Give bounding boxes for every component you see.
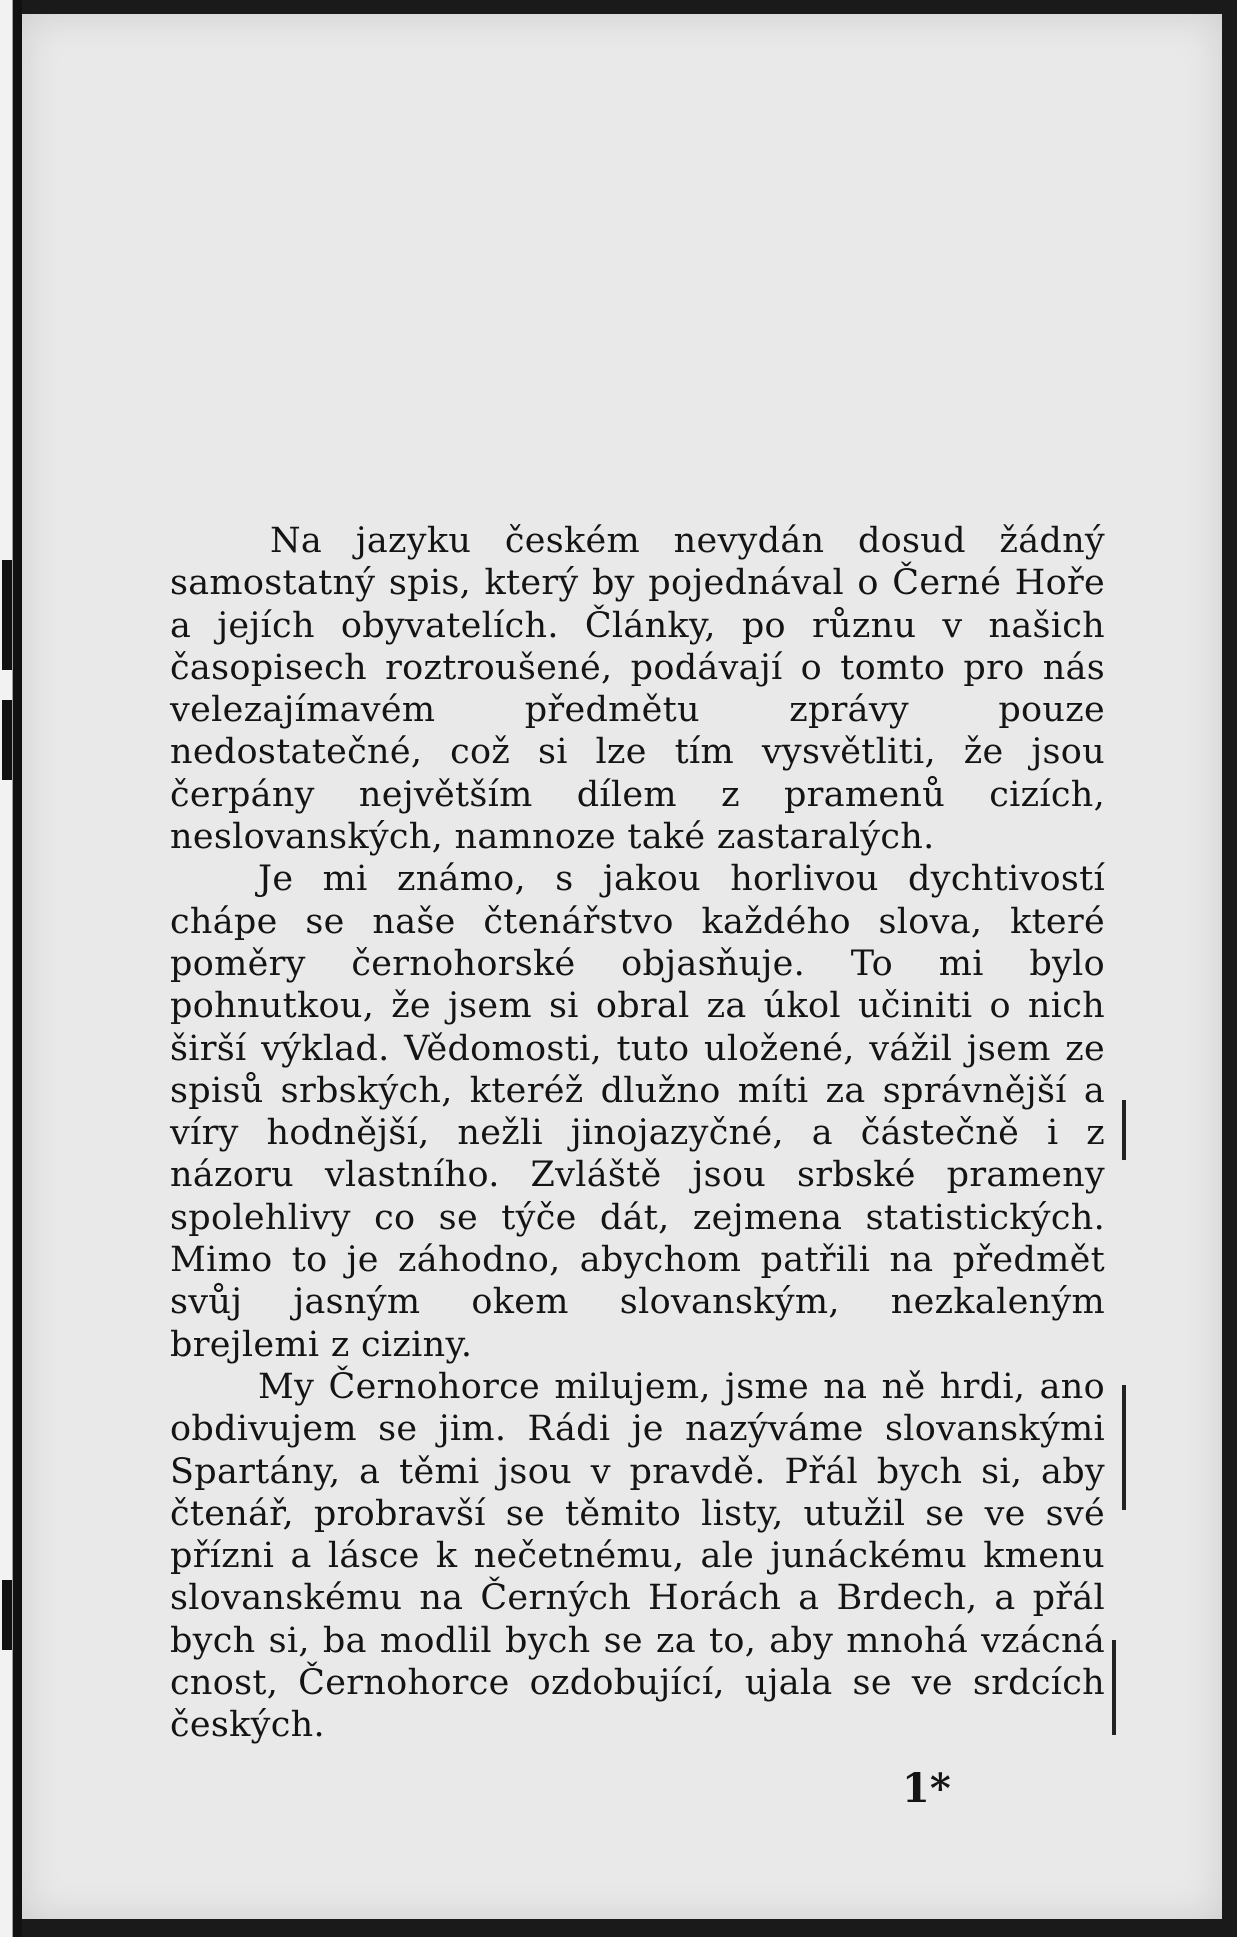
spine-mark — [2, 1580, 12, 1650]
spine-mark — [2, 700, 12, 780]
margin-mark — [1112, 1640, 1116, 1735]
paragraph-1: Na jazyku českém nevydán dosud žádný samostatný spis, který by pojednával o Černé Hoře a jejích obyvatelích. Články, po různu v našich časopisech roztroušené, podávají o tomto pro nás velezajímavém předmětu zprávy pouze nedostatečné, což si lze tím vysvětliti, že jsou čerpány největším dílem z pramenů cizích, neslovanských, namnoze také zastaralých. — [170, 521, 1105, 858]
spine-mark — [2, 560, 12, 670]
paragraph-2: Je mi známo, s jakou horlivou dychtivostí chápe se naše čtenářstvo každého slova, které poměry černohorské objasňuje. To mi bylo pohnutkou, že jsem si obral za úkol učiniti o nich širší výklad. Vědomosti, tuto uložené, vážil jsem ze spisů srbských, kteréž dlužno míti za správnější a víry hodnější, nežli jinojazyčné, a částečně i z názoru vlastního. Zvláště jsou srbské prameny spolehlivy co se týče dát, zejmena statistických. Mimo to je záhodno, abychom patřili na předmět svůj jasným okem slovanským, nezkaleným brejlemi z ciziny. — [170, 859, 1105, 1365]
paragraph-3: My Černohorce milujem, jsme na ně hrdi, ano obdivujem se jim. Rádi je nazýváme slovanskými Spartány, a těmi jsou v pravdě. Přál bych si, aby čtenář, probravší se těmito listy, utužil se ve své přízni a lásce k nečetnému, ale junáckému kmenu slovanskému na Černých Horách a Brdech, a přál bych si, ba modlil bych se za to, aby mnohá vzácná cnost, Černohorce ozdobující, ujala se ve srdcích českých. — [170, 1366, 1105, 1746]
margin-mark — [1122, 1385, 1126, 1510]
book-spine — [0, 0, 22, 1937]
margin-mark — [1122, 1100, 1126, 1160]
body-text — [170, 520, 1105, 1747]
page-number: 1* — [902, 1765, 951, 1812]
